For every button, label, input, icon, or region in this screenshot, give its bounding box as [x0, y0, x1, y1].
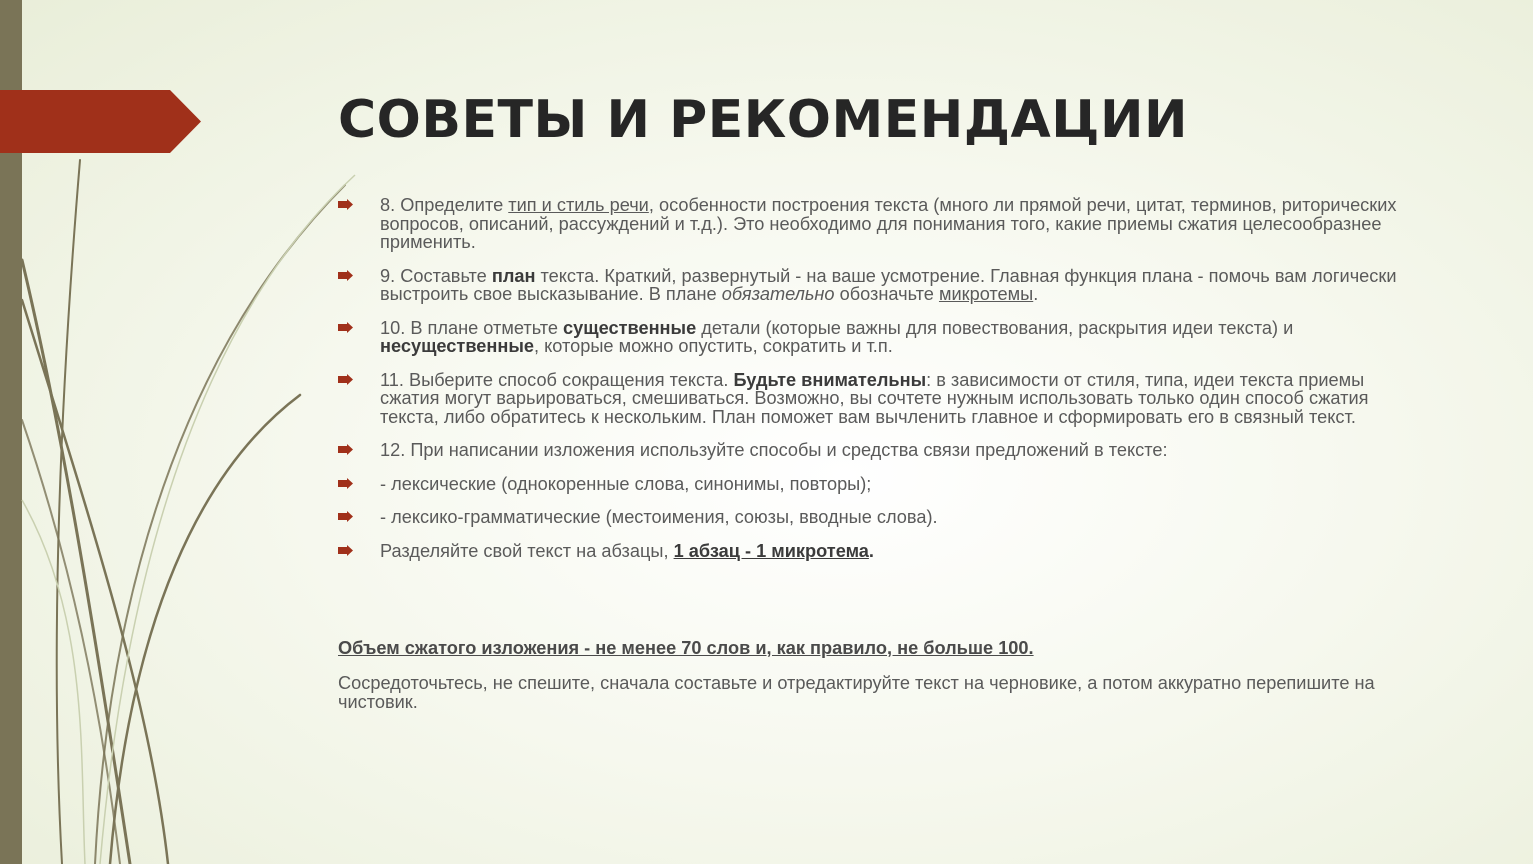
tip-text: , которые можно опустить, сократить и т.п.	[534, 336, 893, 356]
tip-text: 8. Определите	[380, 195, 509, 215]
tip-text: - лексические (однокоренные слова, синонимы, повторы);	[380, 473, 872, 494]
arrow-bullet-icon	[338, 270, 353, 281]
tip-text: 10. В плане отметьте	[380, 317, 564, 338]
tip-text: текста. Краткий, развернутый - на ваше усмотрение. Главная функция плана - помочь вам логически выстроить свое высказывание. В плане	[380, 265, 1397, 304]
list-item	[338, 371, 1423, 427]
tip-text: обозначьте	[834, 284, 939, 304]
tip-text: детали (которые важны для повествования, раскрытия идеи текста) и	[696, 317, 1294, 338]
tip-text: .	[868, 540, 874, 561]
tip-text: .	[1033, 284, 1039, 304]
tip-text: 11. Выберите способ сокращения текста.	[380, 369, 734, 390]
list-item	[338, 441, 1423, 460]
tips-content	[338, 196, 1423, 575]
arrow-bullet-icon	[338, 322, 353, 333]
tip-bold: Будьте внимательны	[733, 369, 927, 390]
tip-underlined: микротемы	[938, 284, 1034, 304]
tip-text: : в зависимости от стиля, типа, идеи текста приемы сжатия могут варьироваться, смешиваться. Возможно, вы сочтете нужным использовать только один способ сжатия текста, либо обратитесь к нескольким. План поможет вам вычленить главное и сформировать его в связный текст.	[380, 369, 1369, 427]
tip-text: Разделяйте свой текст на абзацы,	[380, 540, 674, 561]
list-item	[338, 475, 1423, 494]
arrow-bullet-icon	[338, 374, 353, 385]
list-item	[338, 542, 1423, 561]
tip-bold: план	[491, 265, 536, 286]
volume-note: Объем сжатого изложения - не менее 70 слов и, как правило, не больше 100.	[338, 638, 1034, 658]
grass-line-faint	[22, 500, 85, 864]
red-arrow-banner	[0, 90, 201, 153]
arrow-bullet-icon	[338, 511, 353, 522]
final-note: Сосредоточьтесь, не спешите, сначала составьте и отредактируйте текст на черновике, а потом аккуратно перепишите на чистовик.	[338, 673, 1375, 712]
list-item	[338, 508, 1423, 527]
list-item	[338, 319, 1423, 356]
grass-line	[95, 185, 345, 864]
tip-bold-underlined: 1 абзац - 1 микротема	[673, 540, 869, 561]
tip-bold: несущественные	[380, 336, 535, 356]
list-item	[338, 196, 1423, 252]
list-item	[338, 267, 1423, 304]
tip-text: 9. Составьте	[380, 265, 492, 286]
tip-text: - лексико-грамматические (местоимения, союзы, вводные слова).	[380, 507, 938, 527]
tip-bold: существенные	[563, 317, 697, 338]
arrow-bullet-icon	[338, 545, 353, 556]
grass-line	[57, 160, 80, 864]
tip-text: , особенности построения текста (много ли прямой речи, цитат, терминов, риторических вопросов, описаний, рассуждений и т.д.). Это необходимо для понимания того, какие приемы сжатия целесообразнее применить.	[380, 195, 1397, 252]
tip-italic: обязательно	[721, 284, 835, 304]
grass-line-faint	[100, 175, 355, 864]
arrow-bullet-icon	[338, 199, 353, 210]
tip-text: 12. При написании изложения используйте способы и средства связи предложений в тексте:	[380, 440, 1168, 460]
arrow-bullet-icon	[338, 478, 353, 489]
arrow-bullet-icon	[338, 444, 353, 455]
slide-title: СОВЕТЫ И РЕКОМЕНДАЦИИ	[338, 90, 1189, 150]
grass-line	[110, 395, 300, 864]
tip-underlined: тип и стиль речи	[508, 195, 649, 215]
grass-line	[22, 300, 168, 864]
tips-list	[338, 196, 1423, 560]
